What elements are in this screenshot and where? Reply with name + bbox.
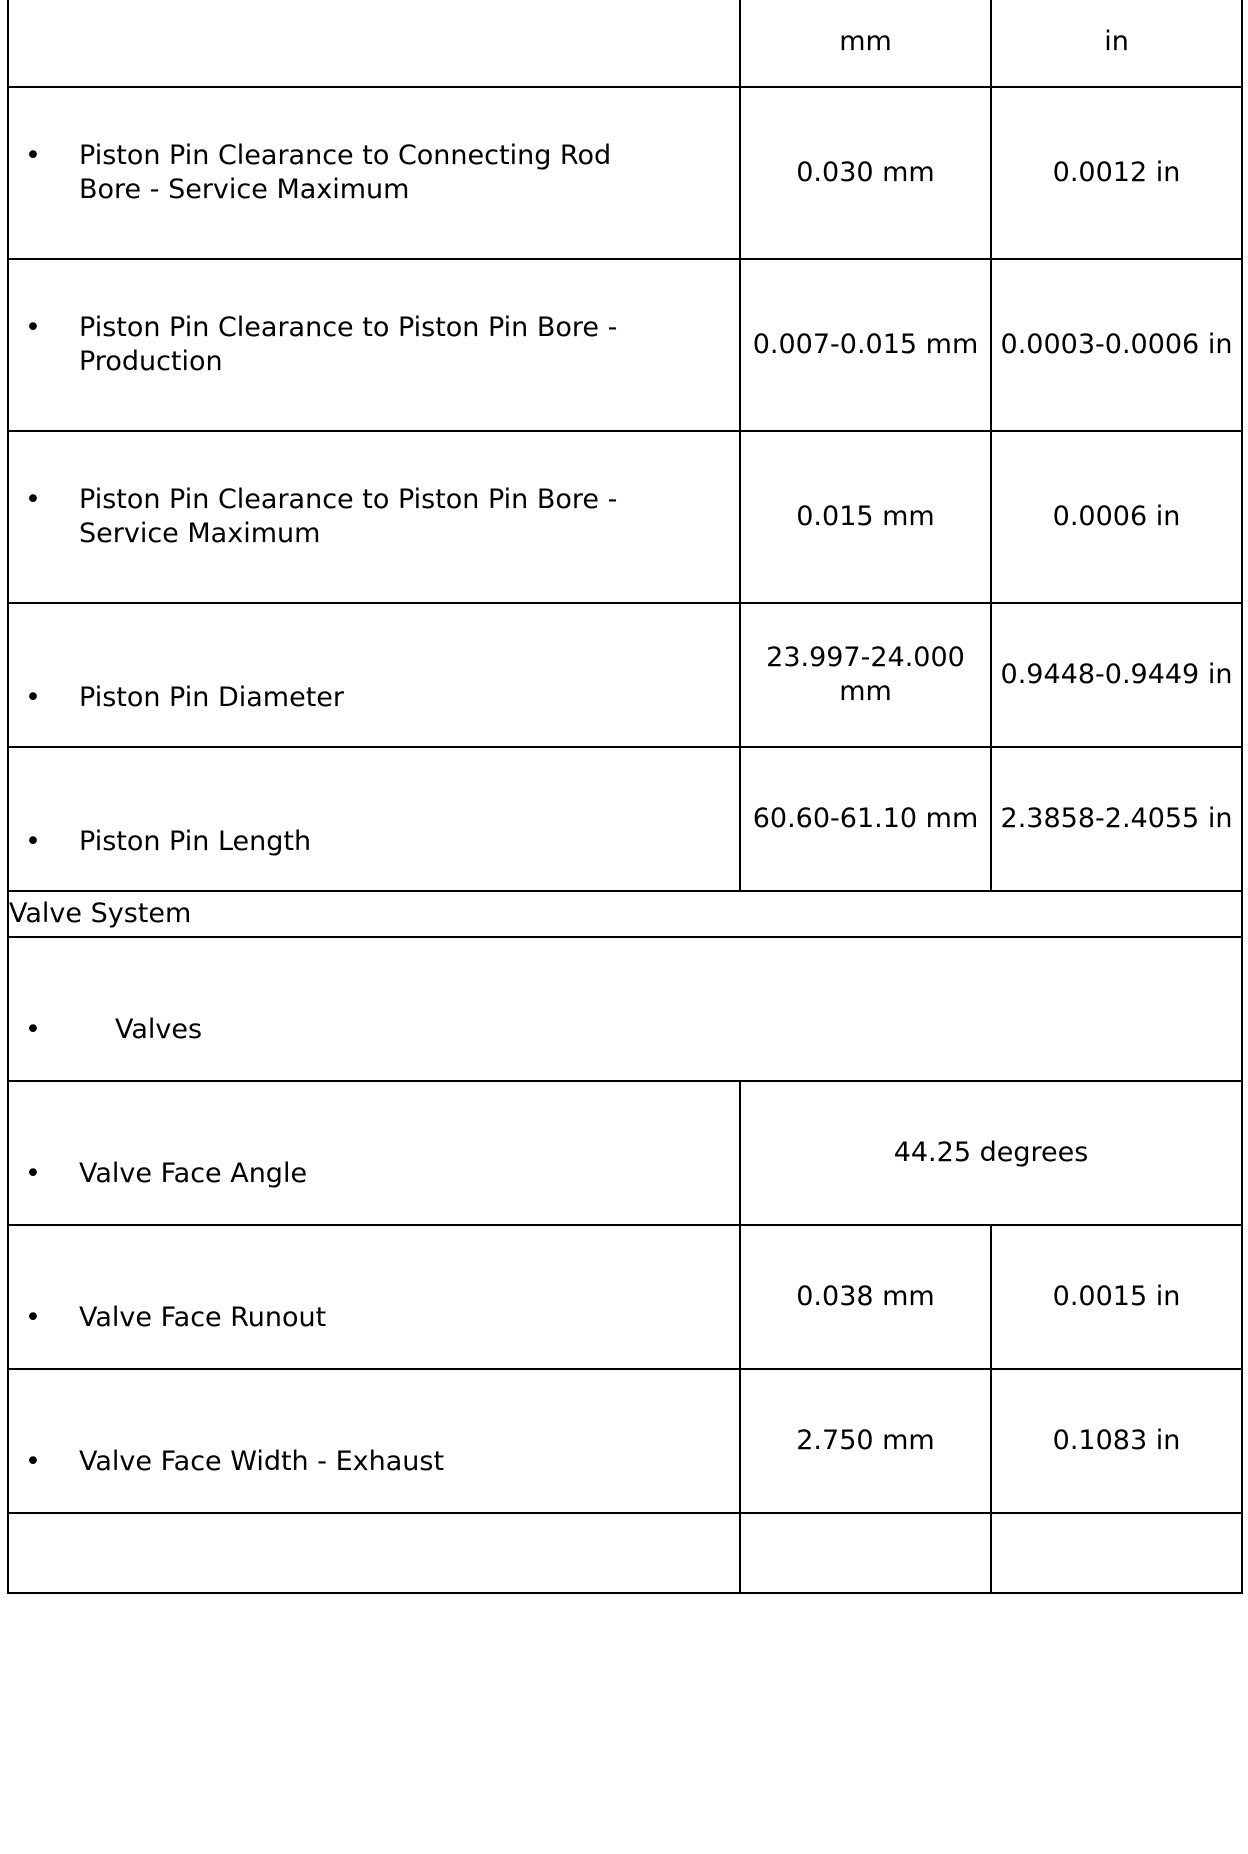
empty-header-cell (8, 0, 740, 87)
spec-value-in: 0.0015 in (991, 1225, 1242, 1369)
table-row (8, 1081, 1242, 1225)
subheading-label: Valves (115, 1014, 203, 1045)
table-row (8, 1369, 1242, 1513)
spec-value-in: 0.1083 in (991, 1369, 1242, 1513)
spec-value-mm: 0.007-0.015 mm (740, 259, 991, 431)
spec-value-mm: 2.750 mm (740, 1369, 991, 1513)
bullet-icon: • (25, 140, 41, 171)
spec-description: Piston Pin Length (79, 826, 312, 857)
spec-value-in: 2.3858-2.4055 in (991, 747, 1242, 891)
spec-description-cell (8, 259, 740, 431)
bullet-icon: • (25, 826, 41, 857)
bullet-icon: • (25, 1302, 41, 1333)
spec-value-in: 0.0003-0.0006 in (991, 259, 1242, 431)
subheading-row (8, 937, 1242, 1081)
table-row (8, 603, 1242, 747)
unit-header-row (8, 0, 1242, 87)
spec-value-in: 0.9448-0.9449 in (991, 603, 1242, 747)
table-row (8, 87, 1242, 259)
spec-description-cell (8, 1369, 740, 1513)
spec-description-cell (8, 1513, 740, 1593)
spec-value-mm: 0.015 mm (740, 431, 991, 603)
spec-value-mm: 60.60-61.10 mm (740, 747, 991, 891)
spec-description-cell (8, 603, 740, 747)
spec-value-mm (740, 1513, 991, 1593)
spec-description: Piston Pin Diameter (79, 682, 344, 713)
spec-description: Piston Pin Clearance to Piston Pin Bore - Service Maximum (79, 484, 618, 549)
spec-description-cell (8, 1081, 740, 1225)
table-row (8, 431, 1242, 603)
table-row (8, 1225, 1242, 1369)
bullet-icon: • (25, 1158, 41, 1189)
spec-description-cell (8, 431, 740, 603)
spec-description-cell (8, 87, 740, 259)
bullet-icon: • (25, 484, 41, 515)
section-title: Valve System (8, 891, 1242, 937)
table-row (8, 259, 1242, 431)
spec-value-in (991, 1513, 1242, 1593)
spec-description: Valve Face Width - Exhaust (79, 1446, 445, 1477)
spec-description-cell (8, 747, 740, 891)
table-row (8, 747, 1242, 891)
spec-description: Piston Pin Clearance to Connecting Rod Bore - Service Maximum (79, 140, 612, 205)
spec-description: Valve Face Runout (79, 1302, 327, 1333)
in-column-header: in (991, 0, 1242, 87)
spec-value-merged: 44.25 degrees (740, 1081, 1242, 1225)
spec-description: Piston Pin Clearance to Piston Pin Bore - Production (79, 312, 618, 377)
bullet-icon: • (25, 1446, 41, 1477)
spec-value-in: 0.0006 in (991, 431, 1242, 603)
spec-value-mm: 0.030 mm (740, 87, 991, 259)
mm-column-header: mm (740, 0, 991, 87)
spec-value-in: 0.0012 in (991, 87, 1242, 259)
spec-value-mm: 23.997-24.000 mm (740, 603, 991, 747)
spec-description: Valve Face Angle (79, 1158, 308, 1189)
specifications-table (7, 0, 1243, 1594)
bullet-icon: • (25, 682, 41, 713)
bullet-icon: • (25, 312, 41, 343)
table-row (8, 1513, 1242, 1593)
subheading-cell (8, 937, 1242, 1081)
bullet-icon: • (25, 1014, 41, 1045)
section-row (8, 891, 1242, 937)
spec-value-mm: 0.038 mm (740, 1225, 991, 1369)
spec-description-cell (8, 1225, 740, 1369)
